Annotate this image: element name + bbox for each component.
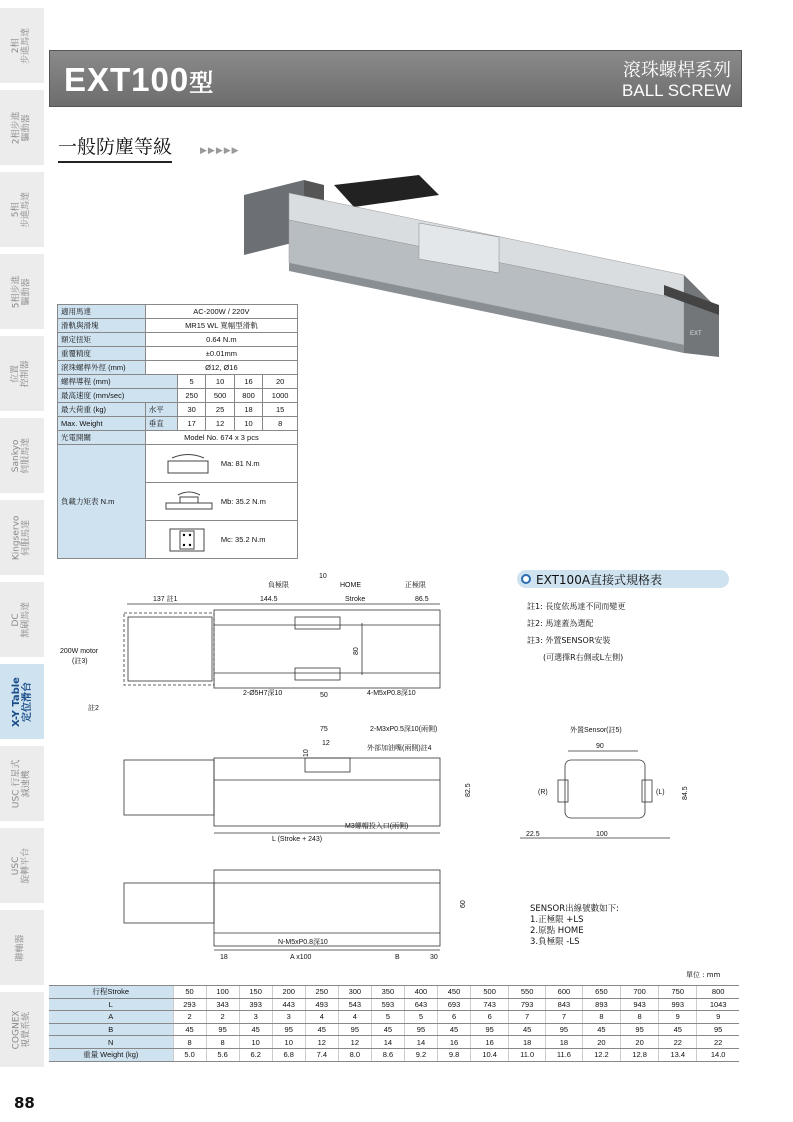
table-cell: 8 xyxy=(173,1036,206,1049)
spec-label: 光電開關 xyxy=(58,431,146,445)
table-cell: 300 xyxy=(338,986,371,999)
table-cell: 14 xyxy=(371,1036,404,1049)
spec-label: 最大荷重 (kg) xyxy=(58,403,146,417)
table-cell: 443 xyxy=(272,998,305,1011)
table-row xyxy=(49,1048,739,1061)
table-cell: 843 xyxy=(546,998,583,1011)
table-cell: 593 xyxy=(371,998,404,1011)
table-cell: 95 xyxy=(272,1023,305,1036)
svg-text:200W motor: 200W motor xyxy=(60,648,99,655)
moment-mb: Mb: 35.2 N.m xyxy=(145,483,297,521)
moment-mc: Mc: 35.2 N.m xyxy=(145,521,297,559)
section-title: EXT100A直接式規格表 xyxy=(517,570,729,588)
table-cell: 943 xyxy=(621,998,659,1011)
table-cell: 14.0 xyxy=(697,1048,739,1061)
table-cell: 250 xyxy=(305,986,338,999)
table-cell: 800 xyxy=(697,986,739,999)
table-cell: 45 xyxy=(438,1023,471,1036)
table-cell: 8 xyxy=(621,1011,659,1024)
svg-text:(L): (L) xyxy=(656,789,665,796)
sidebar-tab-label: 5相步進 驅動器 xyxy=(11,275,31,308)
table-cell: 11.0 xyxy=(509,1048,546,1061)
table-cell: 4 xyxy=(338,1011,371,1024)
table-cell: 10.4 xyxy=(471,1048,509,1061)
spec-value: 25 xyxy=(206,403,234,417)
spec-label: 額定扭矩 xyxy=(58,333,146,347)
table-cell: 3 xyxy=(239,1011,272,1024)
table-cell: 13.4 xyxy=(659,1048,697,1061)
sidebar-tab[interactable] xyxy=(0,582,44,660)
spec-value: 800 xyxy=(234,389,262,403)
table-cell: 2 xyxy=(173,1011,206,1024)
table-cell: 12 xyxy=(305,1036,338,1049)
table-cell: 5.0 xyxy=(173,1048,206,1061)
table-cell: 18 xyxy=(546,1036,583,1049)
sidebar-tab[interactable] xyxy=(0,90,44,168)
svg-text:外部加油嘴(兩側)註4: 外部加油嘴(兩側)註4 xyxy=(367,745,432,752)
spec-value: 18 xyxy=(234,403,262,417)
row-header: 重量 Weight (kg) xyxy=(49,1048,173,1061)
svg-text:84.5: 84.5 xyxy=(682,786,689,800)
spec-value: 15 xyxy=(263,403,298,417)
table-cell: 8.6 xyxy=(371,1048,404,1061)
table-cell: 95 xyxy=(546,1023,583,1036)
spec-value: ±0.01mm xyxy=(145,347,297,361)
spec-value: 8 xyxy=(263,417,298,431)
sidebar-tab-label: 2相 步進馬達 xyxy=(11,27,31,64)
spec-value: 16 xyxy=(234,375,262,389)
table-cell: 12.8 xyxy=(621,1048,659,1061)
table-row xyxy=(49,998,739,1011)
spec-value: 5 xyxy=(177,375,205,389)
svg-text:10: 10 xyxy=(319,573,327,580)
table-cell: 6 xyxy=(471,1011,509,1024)
table-cell: 10 xyxy=(272,1036,305,1049)
sensor-list: SENSOR出線號數如下: 1.正極限 +LS 2.原點 HOME 3.負極限 -LS xyxy=(530,904,619,947)
svg-text:正極限: 正極限 xyxy=(405,582,426,589)
svg-text:137 註1: 137 註1 xyxy=(153,596,178,603)
product-image xyxy=(244,165,724,365)
table-cell: 8 xyxy=(206,1036,239,1049)
svg-text:HOME: HOME xyxy=(340,582,361,589)
spec-value: MR15 WL 寬幅型滑軌 xyxy=(145,319,297,333)
sidebar-tab[interactable] xyxy=(0,664,44,742)
table-cell: 22 xyxy=(659,1036,697,1049)
table-cell: 8.0 xyxy=(338,1048,371,1061)
table-cell: 16 xyxy=(438,1036,471,1049)
svg-text:Stroke: Stroke xyxy=(345,596,366,603)
table-cell: 693 xyxy=(438,998,471,1011)
table-cell: 5.6 xyxy=(206,1048,239,1061)
sidebar-tab-label: 聯軸器 xyxy=(16,933,27,961)
sidebar-tab-label: 2相步進 驅動器 xyxy=(11,111,31,144)
sidebar-tab-label: 5相 步進馬達 xyxy=(11,191,31,228)
table-cell: 743 xyxy=(471,998,509,1011)
table-cell: 5 xyxy=(371,1011,404,1024)
table-cell: 500 xyxy=(471,986,509,999)
table-cell: 393 xyxy=(239,998,272,1011)
table-cell: 7.4 xyxy=(305,1048,338,1061)
table-cell: 6 xyxy=(438,1011,471,1024)
table-cell: 45 xyxy=(305,1023,338,1036)
page-number: 88 xyxy=(14,1094,35,1112)
row-header: A xyxy=(49,1011,173,1024)
table-cell: 9.2 xyxy=(404,1048,437,1061)
table-cell: 12 xyxy=(338,1036,371,1049)
svg-text:(R): (R) xyxy=(538,789,548,796)
spec-label: 水平 xyxy=(145,403,177,417)
svg-text:22.5: 22.5 xyxy=(526,831,540,838)
table-cell: 6.2 xyxy=(239,1048,272,1061)
sidebar-tab[interactable] xyxy=(0,828,44,906)
row-header: L xyxy=(49,998,173,1011)
table-cell: 7 xyxy=(546,1011,583,1024)
table-cell: 20 xyxy=(582,1036,620,1049)
table-cell: 9 xyxy=(697,1011,739,1024)
sidebar-tab[interactable] xyxy=(0,172,44,250)
grade-title: 一般防塵等級 xyxy=(58,132,172,163)
spec-value: 20 xyxy=(263,375,298,389)
table-cell: 450 xyxy=(438,986,471,999)
model-title: EXT100型 xyxy=(64,61,215,98)
table-cell: 543 xyxy=(338,998,371,1011)
table-cell: 45 xyxy=(371,1023,404,1036)
table-cell: 493 xyxy=(305,998,338,1011)
spec-label: 螺桿導程 (mm) xyxy=(58,375,178,389)
table-cell: 3 xyxy=(272,1011,305,1024)
table-cell: 8 xyxy=(582,1011,620,1024)
table-cell: 700 xyxy=(621,986,659,999)
table-cell: 45 xyxy=(173,1023,206,1036)
table-row xyxy=(49,1011,739,1024)
sidebar xyxy=(0,0,44,1080)
sidebar-tab[interactable] xyxy=(0,910,44,988)
spec-label: 滑軌與滑塊 xyxy=(58,319,146,333)
row-header: N xyxy=(49,1036,173,1049)
sidebar-tab[interactable] xyxy=(0,8,44,86)
grade-arrows: ▶▶▶▶▶ xyxy=(200,146,240,156)
table-cell: 6.8 xyxy=(272,1048,305,1061)
table-cell: 293 xyxy=(173,998,206,1011)
table-cell: 793 xyxy=(509,998,546,1011)
svg-text:L (Stroke + 243): L (Stroke + 243) xyxy=(272,836,323,843)
svg-text:A x100: A x100 xyxy=(290,954,312,961)
sidebar-tab[interactable] xyxy=(0,746,44,824)
table-cell: 350 xyxy=(371,986,404,999)
spec-value: 250 xyxy=(177,389,205,403)
end-view-drawing xyxy=(520,720,700,845)
header-banner xyxy=(49,50,742,107)
table-cell: 993 xyxy=(659,998,697,1011)
svg-text:82.5: 82.5 xyxy=(465,783,472,797)
table-cell: 20 xyxy=(621,1036,659,1049)
sidebar-tab-label: DC 無刷馬達 xyxy=(11,601,31,638)
sidebar-tab-label: COGNEX 視覺系統 xyxy=(11,1010,31,1049)
spec-value: 12 xyxy=(206,417,234,431)
svg-text:100: 100 xyxy=(596,831,608,838)
table-cell: 550 xyxy=(509,986,546,999)
table-row xyxy=(49,1023,739,1036)
spec-label: Max. Weight xyxy=(58,417,146,431)
dimension-table xyxy=(49,985,739,1062)
sidebar-tab-label: X-Y Table 定位滑台 xyxy=(11,676,34,727)
table-cell: 150 xyxy=(239,986,272,999)
spec-value: 10 xyxy=(206,375,234,389)
spec-label: 最高速度 (mm/sec) xyxy=(58,389,178,403)
svg-text:30: 30 xyxy=(430,954,438,961)
svg-text:B: B xyxy=(395,954,400,961)
sidebar-tab-label: Sankyo 伺服馬達 xyxy=(11,437,31,474)
table-cell: 16 xyxy=(471,1036,509,1049)
table-cell: 1043 xyxy=(697,998,739,1011)
spec-value: 500 xyxy=(206,389,234,403)
table-cell: 600 xyxy=(546,986,583,999)
svg-text:外置Sensor(註5): 外置Sensor(註5) xyxy=(570,727,622,734)
table-cell: 95 xyxy=(206,1023,239,1036)
svg-text:75: 75 xyxy=(320,726,328,733)
series-title-en: BALL SCREW xyxy=(622,81,731,100)
row-header: 行程Stroke xyxy=(49,986,173,999)
table-cell: 50 xyxy=(173,986,206,999)
sidebar-tab-label: Kingservo 伺服馬達 xyxy=(11,515,32,560)
table-cell: 343 xyxy=(206,998,239,1011)
sidebar-tab-label: 位置 控制器 xyxy=(11,359,31,388)
sidebar-tab[interactable] xyxy=(0,336,44,414)
spec-value: 30 xyxy=(177,403,205,417)
svg-text:90: 90 xyxy=(596,743,604,750)
spec-value: Ø12, Ø16 xyxy=(145,361,297,375)
table-cell: 45 xyxy=(582,1023,620,1036)
table-cell: 45 xyxy=(659,1023,697,1036)
svg-text:12: 12 xyxy=(322,740,330,747)
spec-label: 垂直 xyxy=(145,417,177,431)
table-cell: 100 xyxy=(206,986,239,999)
spec-label: 負載力矩表 N.m xyxy=(58,445,146,559)
svg-text:144.5: 144.5 xyxy=(260,596,278,603)
table-cell: 4 xyxy=(305,1011,338,1024)
table-cell: 7 xyxy=(509,1011,546,1024)
table-cell: 18 xyxy=(509,1036,546,1049)
table-cell: 893 xyxy=(582,998,620,1011)
spec-value: 0.64 N.m xyxy=(145,333,297,347)
notes: 註1: 長度依馬達不同而變更 註2: 馬達蓋為選配 註3: 外置SENSOR安裝 (可選擇R右側或L左側) xyxy=(527,602,626,662)
table-cell: 9 xyxy=(659,1011,697,1024)
spec-value: AC-200W / 220V xyxy=(145,305,297,319)
spec-label: 滾珠螺桿外徑 (mm) xyxy=(58,361,146,375)
svg-text:(註3): (註3) xyxy=(72,658,88,665)
table-cell: 45 xyxy=(239,1023,272,1036)
sidebar-tab[interactable] xyxy=(0,418,44,496)
table-cell: 400 xyxy=(404,986,437,999)
svg-text:80: 80 xyxy=(353,647,360,655)
table-cell: 12.2 xyxy=(582,1048,620,1061)
table-cell: 14 xyxy=(404,1036,437,1049)
svg-text:50: 50 xyxy=(320,692,328,699)
spec-value: Model No. 674 x 3 pcs xyxy=(145,431,297,445)
table-cell: 95 xyxy=(338,1023,371,1036)
spec-label: 適用馬達 xyxy=(58,305,146,319)
svg-text:M3螺帽投入口(兩側): M3螺帽投入口(兩側) xyxy=(345,823,409,830)
table-cell: 650 xyxy=(582,986,620,999)
spec-label: 重覆精度 xyxy=(58,347,146,361)
sidebar-tab[interactable] xyxy=(0,500,44,578)
table-cell: 10 xyxy=(239,1036,272,1049)
spec-value: 17 xyxy=(177,417,205,431)
table-cell: 45 xyxy=(509,1023,546,1036)
svg-text:4-M5xP0.8深10: 4-M5xP0.8深10 xyxy=(367,690,416,697)
moment-ma: Ma: 81 N.m xyxy=(145,445,297,483)
row-header: B xyxy=(49,1023,173,1036)
svg-text:負極限: 負極限 xyxy=(268,582,289,589)
series-title-zh: 滾珠螺桿系列 xyxy=(623,60,731,81)
table-cell: 11.6 xyxy=(546,1048,583,1061)
table-cell: 200 xyxy=(272,986,305,999)
table-cell: 643 xyxy=(404,998,437,1011)
table-cell: 750 xyxy=(659,986,697,999)
svg-text:EXT: EXT xyxy=(690,331,702,337)
svg-text:18: 18 xyxy=(220,954,228,961)
sidebar-tab-label: USC 旋轉平台 xyxy=(11,847,31,884)
svg-text:註2: 註2 xyxy=(88,705,99,712)
table-cell: 22 xyxy=(697,1036,739,1049)
table-cell: 9.8 xyxy=(438,1048,471,1061)
svg-text:N-M5xP0.8深10: N-M5xP0.8深10 xyxy=(278,939,328,946)
sidebar-tab[interactable] xyxy=(0,992,44,1070)
table-cell: 95 xyxy=(697,1023,739,1036)
svg-text:2-Ø5H7深10: 2-Ø5H7深10 xyxy=(243,690,283,697)
svg-text:86.5: 86.5 xyxy=(415,596,429,603)
sidebar-tab[interactable] xyxy=(0,254,44,332)
table-cell: 2 xyxy=(206,1011,239,1024)
table-cell: 5 xyxy=(404,1011,437,1024)
table-row xyxy=(49,1036,739,1049)
spec-value: 1000 xyxy=(263,389,298,403)
sidebar-tab-label: USC 行星式 減速機 xyxy=(11,759,32,808)
table-cell: 95 xyxy=(621,1023,659,1036)
spec-value: 10 xyxy=(234,417,262,431)
table-cell: 95 xyxy=(471,1023,509,1036)
table-cell: 95 xyxy=(404,1023,437,1036)
unit-label: 單位 : mm xyxy=(686,971,721,979)
technical-drawing xyxy=(40,565,520,965)
spec-table xyxy=(57,304,298,559)
svg-text:10: 10 xyxy=(303,749,310,757)
svg-text:60: 60 xyxy=(460,900,467,908)
table-row xyxy=(49,986,739,999)
svg-text:2-M3xP0.5深10(兩側): 2-M3xP0.5深10(兩側) xyxy=(370,726,438,733)
